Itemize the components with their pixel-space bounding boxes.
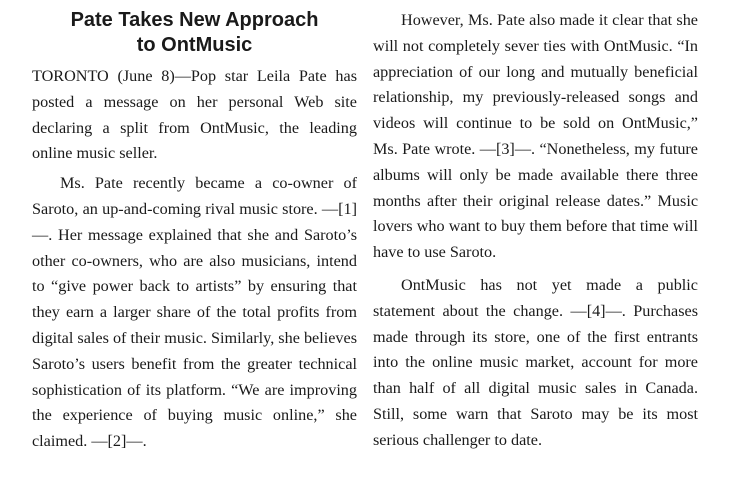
paragraph-ontmusic-response: OntMusic has not yet made a public statement about the change. —[4]—. Purchases made through its store, one of the first entrants into the online music market, account for more than half of all digital music sales in Canada. Still, some warn that Saroto may be its most serious challenger to date. — [373, 275, 698, 449]
article-column-left — [32, 8, 357, 455]
article-column-right — [373, 8, 698, 454]
paragraph-ties-with-ontmusic: However, Ms. Pate also made it clear that she will not completely sever ties with OntMusic. “In appreciation of our long and mutually beneficial relationship, my previously-released songs and videos will continue to be sold on OntMusic,” Ms. Pate wrote. —[3]—. “Nonetheless, my future albums will only be made available there three months after their original release dates.” Music lovers who want to buy them before that time will have to use Saroto. — [373, 11, 698, 262]
headline-line-1: Pate Takes New Approach — [70, 9, 319, 31]
paragraph-saroto-co-owner: Ms. Pate recently became a co-owner of Saroto, an up-and-coming rival music store. —[1]—. Her message explained that she and Saroto’s other co-owners, who are also musicians, intend to “give power back to artists” by ensuring that they earn a larger share of the total profits from digital sales of their music. Similarly, she believes Saroto’s users benefit from the greater technical sophistication of its platform. “We are improving the experience of buying music online,” she claimed. —[2]—. — [32, 174, 357, 451]
paragraph-dateline: TORONTO (June 8)—Pop star Leila Pate has posted a message on her personal Web site declaring a split from OntMusic, the leading online music seller. — [32, 67, 357, 163]
headline-line-2: to OntMusic — [136, 34, 253, 56]
article-headline — [32, 8, 357, 58]
